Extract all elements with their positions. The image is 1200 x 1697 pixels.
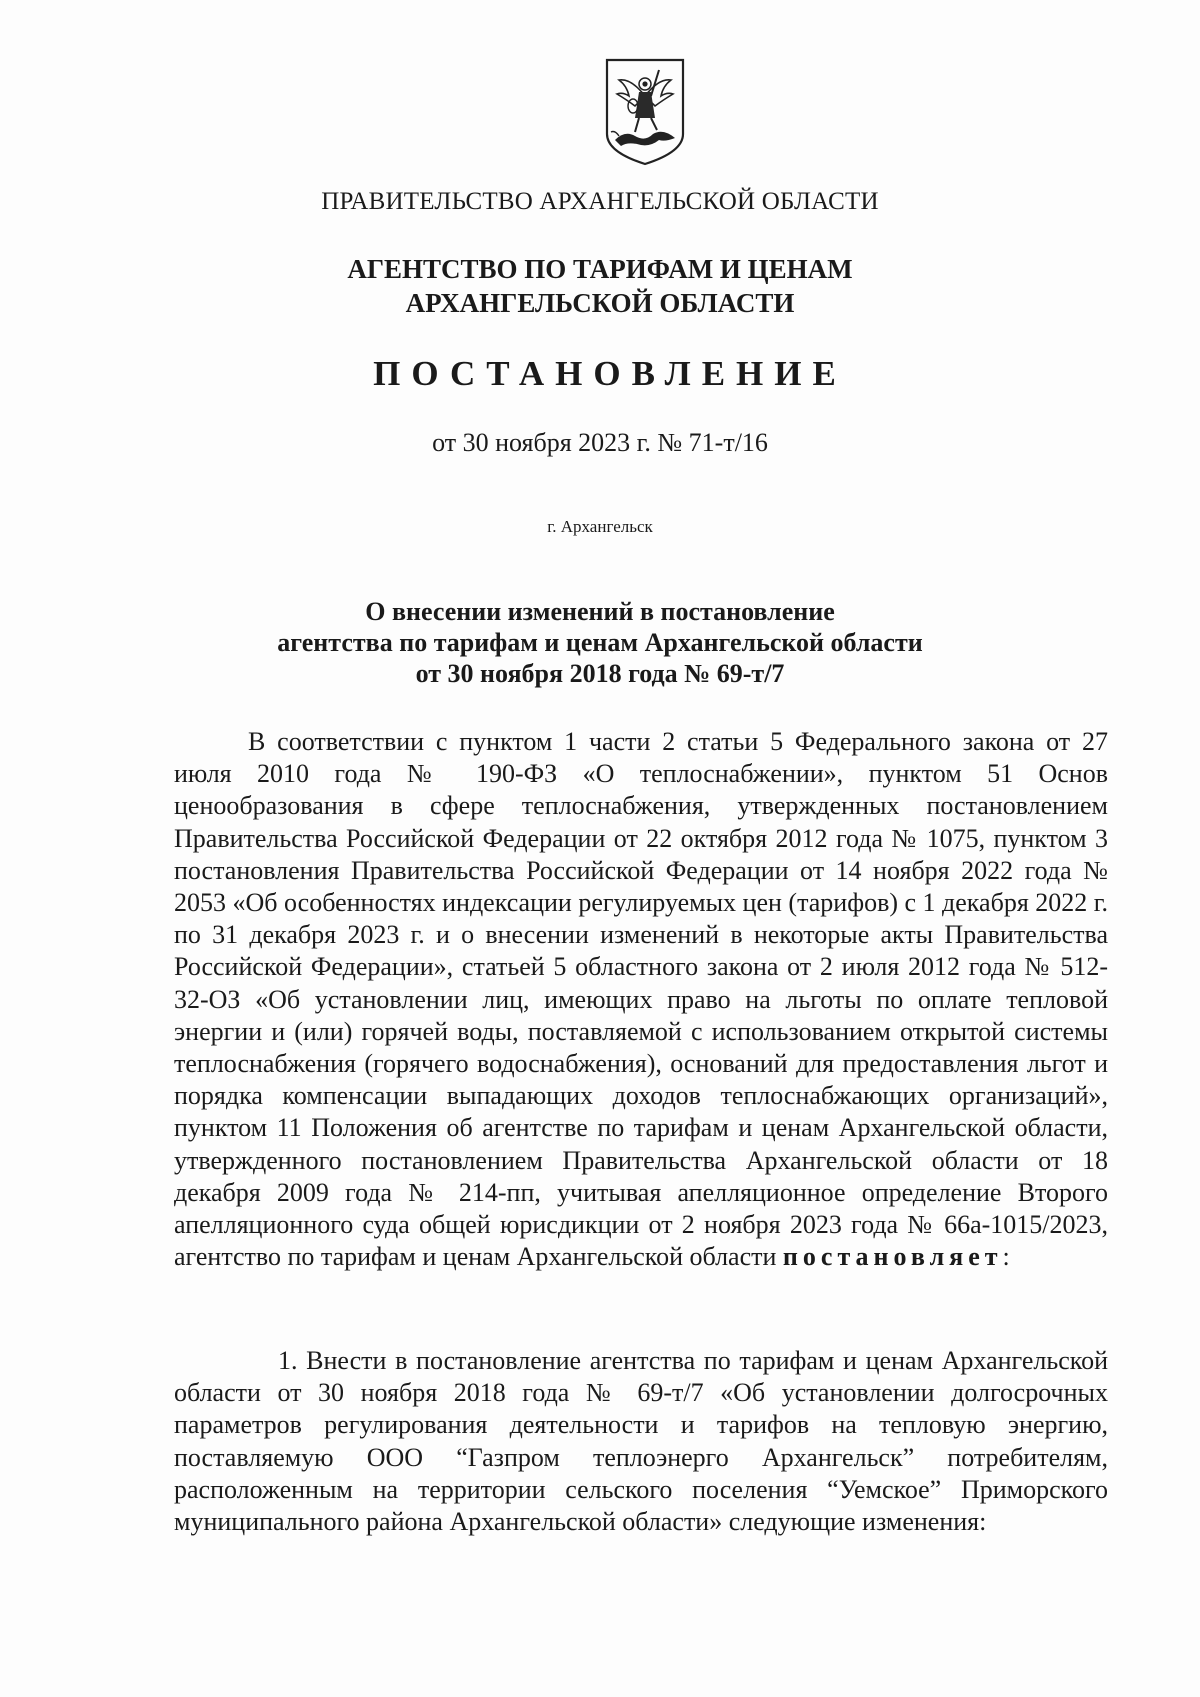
document-subject [0, 596, 1200, 689]
document-city: г. Архангельск [547, 517, 653, 536]
document-date-number: от 30 ноября 2023 г. № 71-т/16 [432, 428, 768, 457]
resolves-word: постановляет [782, 1242, 1003, 1272]
preamble-paragraph [174, 726, 1108, 1273]
preamble-text: В соответствии с пунктом 1 части 2 статьи 5 Федерального закона от 27 июля 2010 года № 190-ФЗ «О теплоснабжении», пунктом 51 Основ ценообразования в сфере теплоснабжения, утвержденных постановлением Правительства Российской Федерации от 22 октября 2012 года № 1075, пунктом 3 постановления Правительства Российской Федерации от 14 ноября 2022 года № 2053 «Об особенностях индексации регулируемых цен (тарифов) с 1 декабря 2022 г. по 31 декабря 2023 г. и о внесении изменений в некоторые акты Правительства Российской Федерации», статьей 5 областного закона от 2 июля 2012 года № 512-32-ОЗ «Об установлении лиц, имеющих право на льготы по оплате тепловой энергии и (или) горячей воды, поставляемой с использованием открытой системы теплоснабжения (горячего водоснабжения), оснований для предоставления льгот и порядка компенсации выпадающих доходов теплоснабжающих организаций», пунктом 11 Положения об агентстве по тарифам и ценам Архангельской области, утвержденного постановлением Правительства Архангельской области от 18 декабря 2009 года № 214-пп, учитывая апелляционное определение Второго апелляционного суда общей юрисдикции от 2 ноября 2023 года № 66а-1015/2023, агентство по тарифам и ценам Архангельской области [174, 727, 1109, 1272]
subject-line3: от 30 ноября 2018 года № 69-т/7 [415, 659, 785, 688]
agency-name-line2: АРХАНГЕЛЬСКОЙ ОБЛАСТИ [405, 288, 795, 318]
government-name: ПРАВИТЕЛЬСТВО АРХАНГЕЛЬСКОЙ ОБЛАСТИ [321, 188, 879, 215]
subject-line2: агентства по тарифам и ценам Архангельской области [277, 628, 923, 657]
item-1-paragraph: 1. Внести в постановление агентства по тарифам и ценам Архангельской области от 30 ноября 2018 года № 69-т/7 «Об установлении долгосрочных параметров регулирования деятельности и тарифов на тепловую энергию, поставляемую ООО “Газпром теплоэнерго Архангельск” потребителям, расположенным на территории сельского поселения “Уемское” Приморского муниципального района Архангельской области» следующие изменения: [174, 1346, 1108, 1537]
document-type: ПОСТАНОВЛЕНИЕ [373, 354, 847, 393]
agency-name-line1: АГЕНТСТВО ПО ТАРИФАМ И ЦЕНАМ [347, 254, 853, 284]
agency-name [0, 252, 1200, 320]
coat-of-arms-icon [601, 56, 689, 168]
subject-line1: О внесении изменений в постановление [365, 597, 835, 626]
resolves-colon: : [1002, 1242, 1010, 1272]
